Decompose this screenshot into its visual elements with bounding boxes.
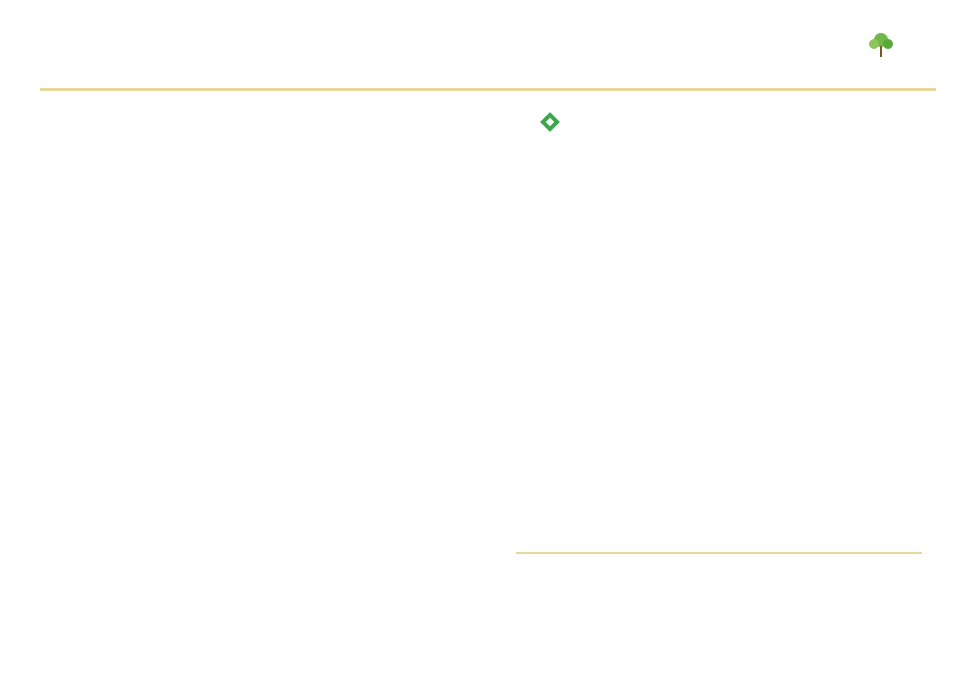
omet-diamond-icon xyxy=(538,110,562,134)
paidos-inscriptions xyxy=(104,574,114,585)
omet-divider xyxy=(516,552,922,554)
header-divider xyxy=(40,88,936,91)
omet-logo xyxy=(516,112,580,152)
school-logo xyxy=(866,32,936,72)
tree-icon xyxy=(866,32,896,58)
